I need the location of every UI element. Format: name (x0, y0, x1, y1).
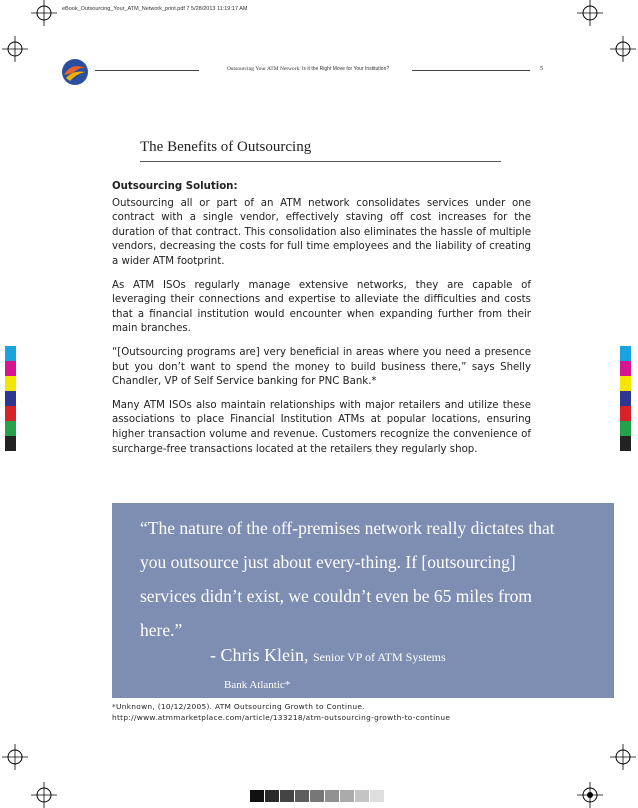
pull-quote-company: Bank Atlantic* (224, 679, 291, 691)
gray-scale-bar (250, 790, 385, 802)
pull-quote-author: - Chris Klein, (210, 645, 309, 665)
print-info: eBook_Outsourcing_Your_ATM_Network_print.pdf 7 5/28/2013 11:19:17 AM (62, 6, 248, 12)
title-rule (140, 161, 501, 162)
registration-mark-icon (31, 782, 57, 808)
page-number: 5 (540, 65, 544, 72)
footnote-line: *Unknown, (10/12/2005). ATM Outsourcing Growth to Continue. (112, 702, 365, 711)
registration-mark-icon (577, 0, 603, 26)
color-bar-left (5, 346, 16, 451)
footnote-url: http://www.atmmarketplace.com/article/133218/atm-outsourcing-growth-to-continue (112, 713, 451, 722)
logo-icon (61, 58, 89, 86)
registration-mark-icon (610, 36, 636, 62)
pull-quote-role: Senior VP of ATM Systems (313, 650, 446, 664)
body-heading: Outsourcing Solution: (112, 181, 238, 192)
section-title: The Benefits of Outsourcing (140, 139, 312, 155)
registration-mark-icon (610, 744, 636, 770)
pull-quote-text: “The nature of the off-premises network really dictates that you outsource just about every-thing. If [outsourcing] services didn’t exist, we couldn’t even be 65 miles from here.” (140, 518, 555, 640)
header-rule-left (95, 70, 199, 71)
paragraph: Many ATM ISOs also maintain relationships with major retailers and utilize these associations to place Financial Institution ATMs at popular locations, ensuring higher transaction volume and revenue. Customers recognize the convenience of surcharge-free transactions located at the retailers they regularly shop. (112, 399, 531, 455)
registration-mark-icon (577, 782, 603, 808)
registration-mark-icon (2, 744, 28, 770)
header-rule-right (412, 70, 530, 71)
body-content (112, 180, 531, 466)
paragraph: As ATM ISOs regularly manage extensive networks, they are capable of leveraging their connections and expertise to alleviate the difficulties and costs that a financial institution would encounter when expanding further from their main branches. (112, 279, 531, 335)
pull-quote-attribution (210, 645, 446, 666)
pull-quote-box (112, 503, 614, 698)
registration-mark-icon (31, 0, 57, 26)
paragraph: Outsourcing all or part of an ATM network consolidates services under one contract with a single vendor, effectively staving off cost increases for the duration of that contract. This consolidation also eliminates the hassle of multiple vendors, decreasing the costs for full time employees and the liability of creating a wider ATM footprint. (112, 197, 531, 267)
paragraph: “[Outsourcing programs are] very beneficial in areas where you need a presence but you don’t want to spend the money to build business there,” says Shelly Chandler, VP of Self Service banking for PNC Bank.* (112, 346, 531, 388)
footnote (112, 701, 450, 723)
color-bar-right (620, 346, 631, 451)
registration-mark-icon (2, 36, 28, 62)
header-title: Outsourcing Your ATM Network: Is it the Right Move for Your Institution? (226, 66, 390, 72)
